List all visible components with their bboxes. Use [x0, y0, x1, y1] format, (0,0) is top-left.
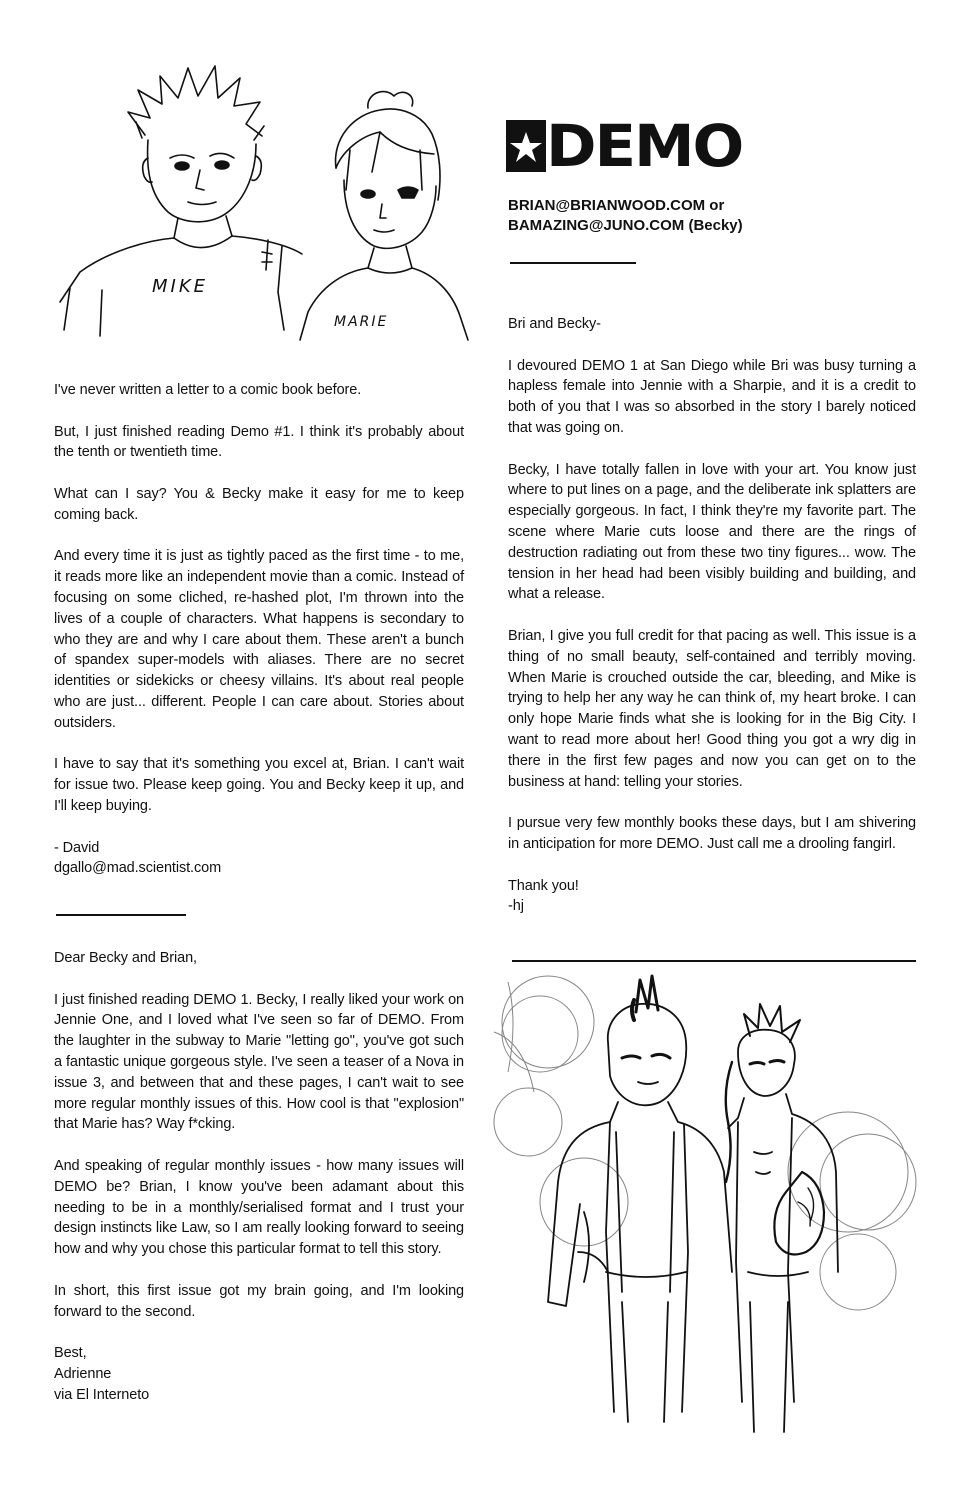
signature-name: - David — [54, 839, 100, 856]
letter-paragraph: In short, this first issue got my brain going, and I'm looking forward to the second. — [54, 1282, 464, 1320]
contact-line-becky[interactable]: BAMAZING@JUNO.COM (Becky) — [508, 217, 743, 234]
signature-email[interactable]: dgallo@mad.scientist.com — [54, 860, 222, 877]
divider — [512, 960, 916, 962]
letter-paragraph: I just finished reading DEMO 1. Becky, I really liked your work on Jennie One, and I loved what I've seen so far of DEMO. From the laughter in the subway to Marie "letting go", you've got such a fantastic unique gorgeous style. I've seen a teaser of a Nova in issue 3, and between that and these pages, I can't wait to see more regular monthly issues of this. How cool is that "explosion" that Marie has? Way f*cking. — [54, 991, 464, 1133]
signature-name: -hj — [508, 898, 524, 915]
letter-paragraph: Brian, I give you full credit for that pacing as well. This issue is a thing of no small beauty, self-contained and terribly moving. When Marie is crouched outside the car, bleeding, and Mike is trying to help her any way he can think of, my heart broke. I can only hope Marie finds what she is looking for in the Big City. I want to read more about her! Good thing you got a wry dig in there in the first few pages and now you can get on to the business at hand: telling your stories. — [508, 627, 916, 790]
divider — [56, 914, 186, 916]
letter-paragraph: I devoured DEMO 1 at San Diego while Bri was busy turning a hapless female into Jennie with a Sharpie, and it is a credit to both of you that I was so absorbed in the story I barely noticed that was going on. — [508, 357, 916, 436]
letter-paragraph: And speaking of regular monthly issues - how many issues will DEMO be? Brian, I know you've been adamant about this needing to be in a monthly/serialised format and I trust your design instincts like Law, so I am really looking forward to seeing how and why you chose this particular format to tell this story. — [54, 1157, 464, 1258]
letter-signature — [508, 876, 916, 918]
letter-paragraph: But, I just finished reading Demo #1. I think it's probably about the tenth or twentieth time. — [54, 423, 464, 461]
two-figures-sketch — [488, 972, 928, 1472]
letter-signature — [54, 1343, 464, 1405]
logo-text: DEMO — [546, 112, 743, 180]
letter-paragraph: I've never written a letter to a comic book before. — [54, 382, 362, 398]
demo-logo — [506, 112, 743, 180]
star-icon — [506, 120, 546, 172]
letter-paragraph: I have to say that it's something you excel at, Brian. I can't wait for issue two. Please keep going. You and Becky keep it up, and I'll keep buying. — [54, 756, 464, 814]
letter-adrienne — [54, 948, 464, 1406]
signature-name: Adrienne — [54, 1365, 112, 1382]
mike-marie-sketch — [50, 40, 480, 340]
letter-david — [54, 380, 464, 879]
letter-salutation: Bri and Becky- — [508, 316, 601, 332]
marie-label: MARIE — [334, 314, 389, 330]
signature-via: via El Interneto — [54, 1386, 150, 1403]
letter-hj — [508, 314, 916, 917]
contact-line-brian[interactable]: BRIAN@BRIANWOOD.COM or — [508, 197, 725, 214]
letter-paragraph: I pursue very few monthly books these days, but I am shivering in anticipation for more DEMO. Just call me a drooling fangirl. — [508, 815, 916, 852]
letter-paragraph: Becky, I have totally fallen in love with your art. You know just where to put lines on a page, and the deliberate ink splatters are especially gorgeous. In fact, I think they're my favorite part. The scene where Marie cuts loose and there are the rings of destruction radiating out from these two tiny figures... wow. The tension in her head had been visibly building and building, and what a release. — [508, 461, 916, 603]
mike-label: MIKE — [152, 276, 209, 297]
letter-salutation: Dear Becky and Brian, — [54, 950, 197, 966]
contact-emails — [508, 196, 808, 236]
letter-paragraph: What can I say? You & Becky make it easy for me to keep coming back. — [54, 485, 464, 523]
letter-paragraph: And every time it is just as tightly paced as the first time - to me, it reads more like an independent movie than a comic. Instead of focusing on some cliched, re-hashed plot, I'm thrown into the lives of a couple of characters. What happens is secondary to who they are and why I care about them. These aren't a bunch of spandex super-models with aliases. There are no secret identities or sidekicks or cheesy villains. It's about real people who are just... different. People I can care about. Stories about outsiders. — [54, 548, 464, 731]
divider — [510, 262, 636, 264]
signature-closing: Best, — [54, 1345, 87, 1362]
letter-signature — [54, 838, 464, 880]
signature-closing: Thank you! — [508, 877, 579, 894]
